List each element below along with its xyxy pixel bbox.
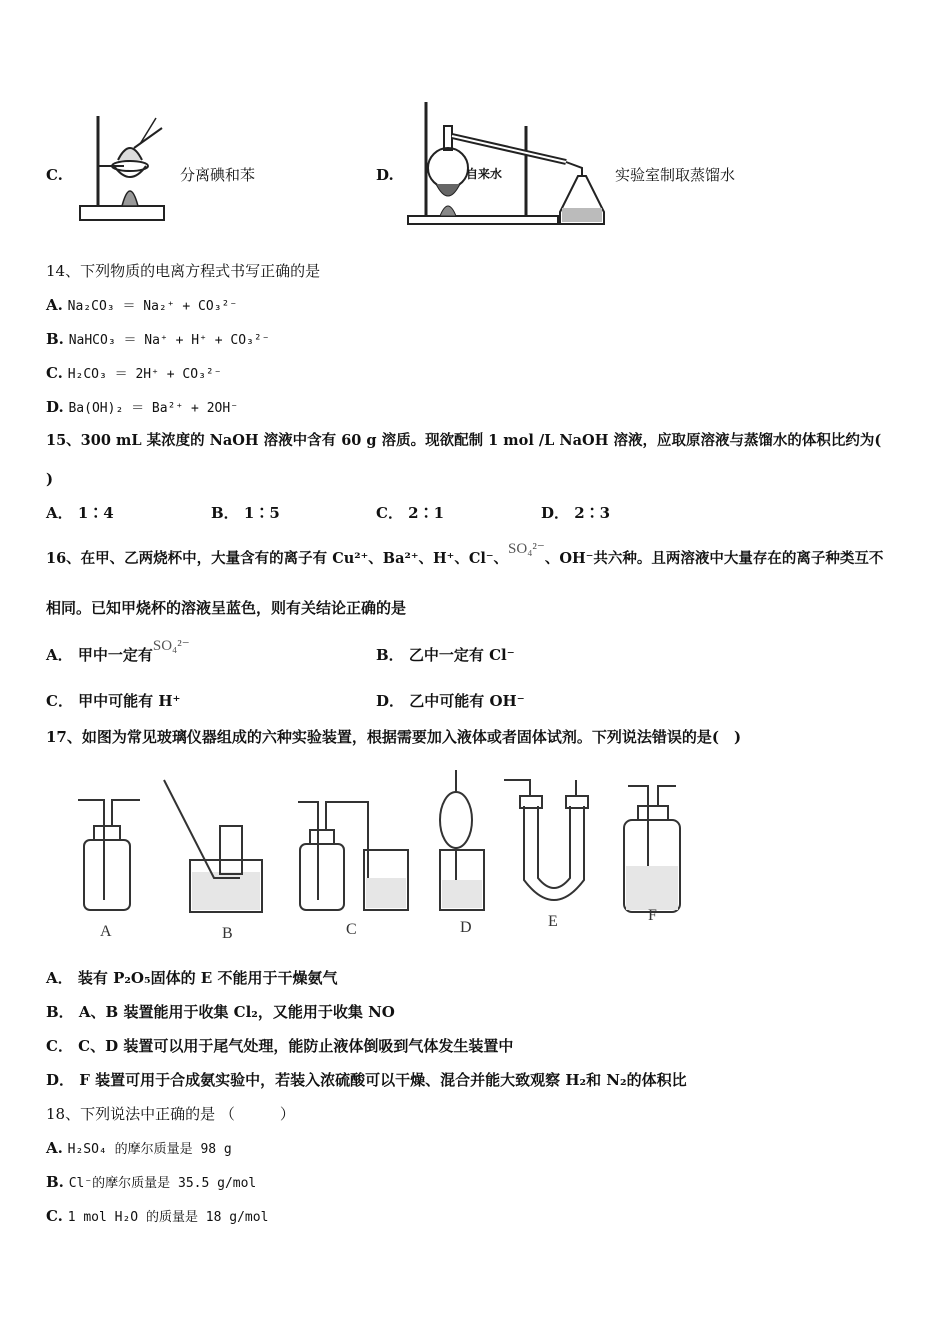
- q14-b-text: NaHCO₃ ＝ Na⁺ + H⁺ + CO₃²⁻: [68, 333, 270, 348]
- q16-stem-part2: 、OH⁻共六种。且两溶液中大量存在的离子种类互不: [544, 550, 884, 567]
- q15-stem-line1: 15、300 mL 某浓度的 NaOH 溶液中含有 60 g 溶质。现欲配制 1 mol /L NaOH 溶液，应取原溶液与蒸馏水的体积比约为(: [46, 432, 882, 449]
- q17-option-c: C． C、D 装置可以用于尾气处理，能防止液体倒吸到气体发生装置中: [46, 1037, 514, 1055]
- q15-option-c: C． 2∶1: [376, 504, 445, 522]
- q17-option-b: B． A、B 装置能用于收集 Cl₂，又能用于收集 NO: [46, 1003, 395, 1021]
- q17-stem: 17、如图为常见玻璃仪器组成的六种实验装置，根据需要加入液体或者固体试剂。下列说法错误的是( ): [46, 728, 742, 746]
- q17-option-d: D． F 装置可用于合成氨实验中，若装入浓硫酸可以干燥、混合并能大致观察 H₂和 N₂的体积比: [46, 1071, 687, 1089]
- q16-option-a-text: A． 甲中一定有: [46, 646, 153, 664]
- q14-a-letter: A.: [46, 296, 63, 314]
- figure-label-a: A: [100, 923, 112, 940]
- option-d-letter: D.: [376, 166, 394, 184]
- q15-option-b: B． 1∶5: [211, 504, 280, 522]
- q14-d-letter: D.: [46, 398, 64, 416]
- figure-label-e: E: [548, 913, 558, 930]
- q18-c-letter: C.: [46, 1207, 63, 1225]
- q16-stem-line2: 相同。已知甲烧杯的溶液呈蓝色，则有关结论正确的是: [46, 599, 407, 617]
- option-d-text: 实验室制取蒸馏水: [615, 166, 736, 184]
- q18-a-letter: A.: [46, 1139, 63, 1157]
- q16-stem-part1: 16、在甲、乙两烧杯中，大量含有的离子有 Cu²⁺、Ba²⁺、H⁺、Cl⁻、: [46, 550, 509, 567]
- q14-c-text: H₂CO₃ ＝ 2H⁺ + CO₃²⁻: [67, 367, 222, 382]
- figure-label-c: C: [346, 921, 357, 938]
- q18-c-text: 1 mol H₂O 的质量是 18 g/mol: [67, 1210, 269, 1225]
- q15-stem-line2: ): [46, 470, 54, 488]
- q14-b-letter: B.: [46, 330, 64, 348]
- q16-option-c: C． 甲中可能有 H⁺: [46, 692, 181, 710]
- figure-label-f: F: [648, 907, 657, 924]
- sublimation-apparatus-figure: [78, 108, 170, 226]
- q14-stem: 14、下列物质的电离方程式书写正确的是: [46, 262, 321, 280]
- q14-c-letter: C.: [46, 364, 63, 382]
- q17-option-a: A． 装有 P₂O₅固体的 E 不能用于干燥氨气: [46, 969, 338, 987]
- figure-label-d: D: [460, 919, 472, 936]
- q15-option-d: D． 2∶3: [541, 504, 611, 522]
- six-apparatus-figure: [64, 760, 690, 950]
- distillation-apparatus-figure: [406, 96, 616, 228]
- option-c-letter: C.: [46, 166, 63, 184]
- q18-b-letter: B.: [46, 1173, 64, 1191]
- q14-d-text: Ba(OH)₂ ＝ Ba²⁺ + 2OH⁻: [68, 401, 239, 416]
- option-c-text: 分离碘和苯: [180, 166, 256, 184]
- q18-b-text: Cl⁻的摩尔质量是 35.5 g/mol: [68, 1176, 257, 1191]
- q18-a-text: H₂SO₄ 的摩尔质量是 98 g: [67, 1142, 232, 1157]
- q16-option-a-sulfate: SO₄²⁻: [152, 638, 190, 654]
- q16-option-d: D． 乙中可能有 OH⁻: [376, 692, 525, 710]
- tap-water-label: 自来水: [466, 167, 503, 181]
- q18-stem: 18、下列说法中正确的是 （ ）: [46, 1105, 295, 1123]
- q14-a-text: Na₂CO₃ ＝ Na₂⁺ + CO₃²⁻: [67, 299, 238, 314]
- sulfate-formula: SO₄²⁻: [508, 541, 545, 557]
- q16-option-b: B． 乙中一定有 Cl⁻: [376, 646, 515, 664]
- q15-option-a: A． 1∶4: [46, 504, 114, 522]
- figure-label-b: B: [222, 925, 233, 942]
